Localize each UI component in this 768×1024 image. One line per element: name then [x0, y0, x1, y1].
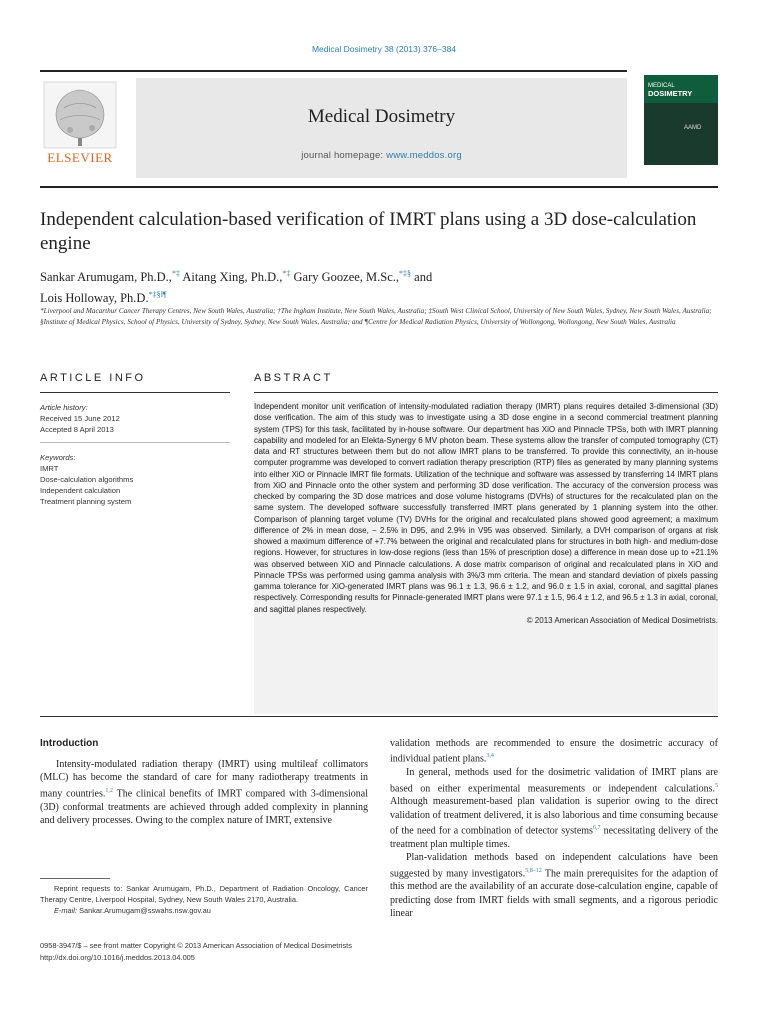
- abstract-rule: [254, 392, 718, 393]
- author-name[interactable]: Sankar Arumugam, Ph.D.,: [40, 270, 172, 285]
- abstract-bottom-rule: [40, 716, 718, 717]
- abstract-copyright: © 2013 American Association of Medical Dosimetrists.: [526, 615, 718, 625]
- keyword: Independent calculation: [40, 486, 121, 495]
- author-marks[interactable]: *‡: [282, 269, 291, 278]
- introduction-heading: Introduction: [40, 738, 99, 749]
- issn-copyright: 0958-3947/$ – see front matter Copyright © 2013 American Association of Medical Dosimetrists: [40, 941, 352, 950]
- author-marks[interactable]: *‡: [171, 269, 180, 278]
- author-marks[interactable]: *‡§‖¶: [148, 290, 167, 300]
- elsevier-logo: [40, 80, 120, 170]
- email-label: E-mail:: [54, 905, 77, 915]
- affiliations: *Liverpool and Macarthur Cancer Therapy Centres, New South Wales, Australia; †The Ingham Institute, New South Wales, Australia; ‡South West Clinical School, University of New South Wales, Sydney, New South Wales, Australia; §Institute of Medical Physics, School of Physics, University of Sydney, Sydney, New South Wales, Australia; and ¶Centre for Medical Radiation Physics, University of Wollongong, Wollongong, New South Wales, Australia: [40, 307, 712, 326]
- reference-link[interactable]: 5: [715, 782, 718, 789]
- keyword: Treatment planning system: [40, 497, 132, 506]
- paragraph: Intensity-modulated radiation therapy (IMRT) using multileaf collimators (MLC) has become the standard of care for many radiotherapy treatments in many countries.$^{1,2}$ The clinical benefits of IMRT compared with 3-dimensional (3D) conformal treatments are achieved through added complexity in planning and delivery processes. Owing to the complex nature of IMRT, extensive: [40, 759, 368, 826]
- paragraph: In general, methods used for the dosimetric validation of IMRT plans are based on either experimental measurements or independent calculations.$^5$ Although measurement-based plan validation is superior owing to the direct validation of treatment delivered, it is also laborious and time consuming because of the need for a combination of detector systems$^{6,7}$ necessitating delivery of the treatment plan multiple times.: [390, 767, 719, 850]
- author-conjunction: and: [414, 270, 433, 285]
- body-column-left: [40, 758, 368, 827]
- keyword: Dose-calculation algorithms: [40, 475, 134, 484]
- keywords-label: Keywords:: [40, 453, 76, 462]
- accepted-date: Accepted 8 April 2013: [40, 425, 114, 434]
- footnote: [40, 884, 368, 916]
- journal-title: Medical Dosimetry: [307, 106, 456, 127]
- author-name[interactable]: Gary Goozee, M.Sc.,: [293, 270, 400, 285]
- email-address[interactable]: Sankar.Arumugam@sswahs.nsw.gov.au: [79, 905, 211, 915]
- reprint-requests: Reprint requests to: Sankar Arumugam, Ph.D., Department of Radiation Oncology, Cancer Therapy Centre, Liverpool Hospital, Sydney, New South Wales 2170, Australia.: [40, 884, 368, 904]
- cover-title-line1: MEDICAL: [648, 83, 675, 89]
- cover-aamd-badge: AAMD: [684, 125, 702, 131]
- bottom-matter: [40, 940, 440, 964]
- paragraph: Plan-validation methods based on independent calculations have been suggested by many investigators.$^{5,8-12}$ The main prerequisites for the adaption of this method are the availability of an accurate dose-calculation engine, capable of predicting dose from IMRT fields with small segments, and a rigorous periodic linear: [390, 852, 718, 920]
- homepage-label: journal homepage:: [301, 150, 384, 161]
- keyword: IMRT: [40, 464, 59, 473]
- keywords-block: [40, 452, 230, 507]
- paragraph: validation methods are recommended to ensure the dosimetric accuracy of individual patient plans.$^{3,4}$: [390, 738, 718, 765]
- received-date: Received 15 June 2012: [40, 414, 120, 423]
- abstract-text: [254, 401, 718, 626]
- article-info-rule: [40, 392, 230, 393]
- info-separator: [40, 442, 230, 443]
- cover-title-line2: DOSIMETRY: [648, 89, 693, 98]
- body-column-right: [390, 737, 718, 921]
- journal-header-panel: [136, 78, 627, 178]
- reference-link[interactable]: 6,7: [592, 825, 601, 832]
- cover-band: [644, 103, 718, 165]
- publisher-name: ELSEVIER: [47, 150, 113, 165]
- reference-link[interactable]: 3,4: [486, 753, 494, 760]
- reference-link[interactable]: 5,8–12: [525, 867, 542, 874]
- journal-homepage: [136, 150, 627, 161]
- author-list: [40, 265, 720, 307]
- header-rule: [40, 70, 627, 72]
- doi-link[interactable]: http://dx.doi.org/10.1016/j.meddos.2013.04.005: [40, 953, 195, 962]
- homepage-link[interactable]: www.meddos.org: [386, 150, 462, 161]
- footnote-rule: [40, 878, 110, 879]
- author-marks[interactable]: *‡§: [399, 269, 412, 278]
- article-info-heading: ARTICLE INFO: [40, 372, 146, 384]
- abstract-body: Independent monitor unit verification of intensity-modulated radiation therapy (IMRT) plans requires detailed 3-dimensional (3D) dose verification. The aim of this study was to investigate using a 3D dose engine in a second commercial treatment planning system (TPS) for this task, facilitated by in-house software. Our department has XiO and Pinnacle TPSs, both with IMRT planning capability and modeled for an Elekta-Synergy 6 MV photon beam. These systems allow the transfer of computed tomography (CT) data and RT structures between them but do not allow IMRT plans to be transferred. To provide this connectivity, an in-house computer programme was developed to convert radiation therapy prescription (RTP) files as generated by many planning systems into either XiO or Pinnacle IMRT file formats. Utilization of the technique and software was assessed by transferring 14 IMRT plans from XiO and Pinnacle onto the other system and performing 3D dose verification. The accuracy of the conversion process was checked by comparing the 3D dose matrices and dose volume histograms (DVHs) of structures for the recalculated plan on the same system. The developed software successfully transferred IMRT plans generated by 1 planning system into the other. Comparison of planning target volume (TV) DVHs for the original and recalculated plans showed good agreement; a maximum difference of 2% in mean dose, − 2.5% in D95, and 2.9% in V95 was observed. Similarly, a DVH comparison of organs at risk showed a maximum difference of +7.7% between the original and recalculated plans for structures in both high- and medium-dose regions. However, for structures in low-dose regions (less than 15% of prescription dose) a difference in mean dose up to +21.1% was observed between XiO and Pinnacle calculations. A dose matrix comparison of original and recalculated plans in XiO and Pinnacle TPSs was performed using gamma analysis with 3%/3 mm criteria. The mean and standard deviation of pixels passing gamma tolerance for XiO-generated IMRT plans was 96.1 ± 1.3, 96.6 ± 1.2, and 96.0 ± 1.5 in axial, coronal, and sagittal planes respectively. Corresponding results for Pinnacle-generated IMRT plans were 97.1 ± 1.5, 96.4 ± 1.2, and 96.5 ± 1.3 in axial, coronal, and sagittal planes respectively.: [254, 402, 718, 614]
- history-label: Article history:: [40, 403, 88, 412]
- article-title: Independent calculation-based verification of IMRT plans using a 3D dose-calculation engine: [40, 209, 697, 254]
- author-name[interactable]: Aitang Xing, Ph.D.,: [182, 270, 283, 285]
- reference-link[interactable]: 1,2: [105, 787, 113, 794]
- author-name[interactable]: Lois Holloway, Ph.D.: [40, 291, 149, 306]
- abstract-heading: ABSTRACT: [254, 372, 333, 384]
- journal-citation[interactable]: Medical Dosimetry 38 (2013) 376–384: [311, 44, 457, 54]
- article-history: [40, 402, 230, 435]
- journal-cover-image[interactable]: [644, 75, 718, 165]
- header-bottom-rule: [40, 186, 718, 188]
- email-line: [40, 906, 368, 917]
